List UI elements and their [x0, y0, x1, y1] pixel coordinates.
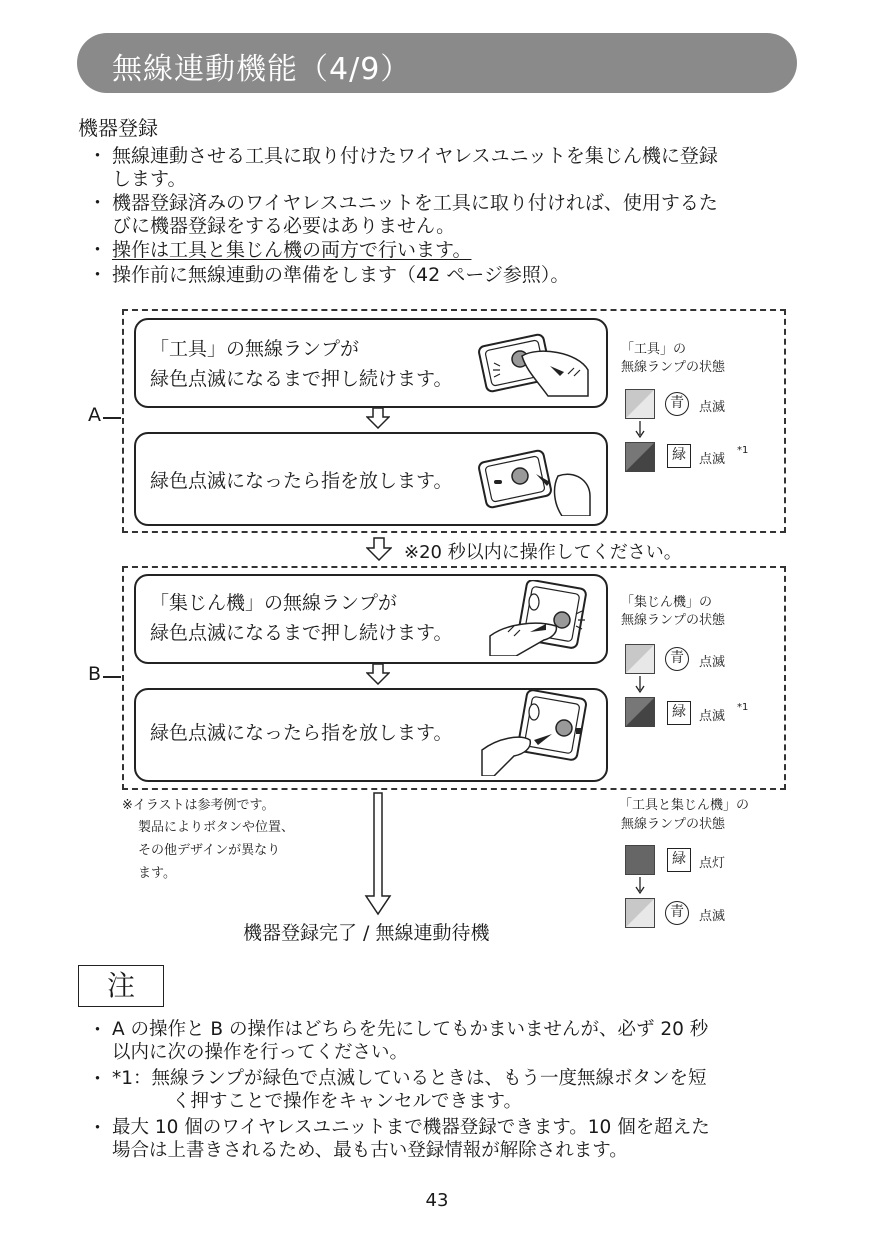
group-b-state-title-1: 「集じん機」の	[621, 595, 713, 610]
group-a-state1-text: 点滅	[699, 400, 726, 415]
section-heading: 機器登録	[78, 116, 158, 140]
bullet-mark: ・	[88, 1117, 108, 1139]
lamp-lit-green-icon	[625, 845, 655, 875]
small-down-arrow-icon	[634, 877, 646, 895]
illustration-note-line-1: ※イラストは参考例です。	[122, 798, 275, 813]
group-b-state2-badge: 緑	[667, 701, 691, 725]
group-b-state-title-2: 無線ランプの状態	[621, 613, 726, 628]
group-a-step2-text: 緑色点滅になったら指を放します。	[150, 470, 453, 492]
bullet-2-line-1: 機器登録済みのワイヤレスユニットを工具に取り付ければ、使用するた	[112, 192, 718, 214]
bullet-1-line-1: 無線連動させる工具に取り付けたワイヤレスユニットを集じん機に登録	[112, 145, 718, 167]
group-a-step1-line2: 緑色点滅になるまで押し続けます。	[150, 368, 453, 390]
bullet-2-line-2: びに機器登録をする必要はありません。	[112, 215, 456, 237]
final-state1-text: 点灯	[699, 856, 726, 871]
illustration-note-line-4: ます。	[138, 866, 176, 881]
completion-text: 機器登録完了 / 無線連動待機	[243, 922, 490, 944]
illustration-note-line-3: その他デザインが異なり	[138, 843, 281, 858]
note-1-line-1: A の操作と B の操作はどちらを先にしてもかまいませんが、必ず 20 秒	[112, 1019, 709, 1040]
bullet-1-line-2: します。	[112, 168, 187, 190]
down-arrow-icon	[366, 663, 390, 685]
down-arrow-icon	[366, 537, 392, 561]
group-b-state1-text: 点滅	[699, 655, 726, 670]
group-a-label-line	[103, 417, 121, 419]
bullet-mark: ・	[88, 145, 108, 167]
dust-extractor-button-release-illustration	[480, 690, 596, 776]
lamp-blinking-blue-icon	[625, 644, 655, 674]
group-b-state1-badge: 青	[665, 647, 689, 671]
small-down-arrow-icon	[634, 421, 646, 439]
between-instruction: ※20 秒以内に操作してください。	[404, 542, 682, 563]
group-b-label-line	[103, 676, 121, 678]
down-arrow-icon	[366, 407, 390, 429]
group-b-step2-text: 緑色点滅になったら指を放します。	[150, 722, 453, 744]
group-a-state2-badge: 緑	[667, 444, 691, 468]
group-a-state2-sup: *1	[737, 445, 749, 456]
group-b-step1-line1: 「集じん機」の無線ランプが	[150, 592, 398, 614]
small-down-arrow-icon	[634, 676, 646, 694]
group-b-state2-sup: *1	[737, 702, 749, 713]
lamp-blinking-blue-icon	[625, 898, 655, 928]
group-b-state2-text: 点滅	[699, 709, 726, 724]
final-state-title-1: 「工具と集じん機」の	[619, 798, 750, 813]
group-a-state-title-1: 「工具」の	[621, 342, 687, 357]
bullet-mark: ・	[88, 264, 108, 286]
lamp-blinking-blue-icon	[625, 389, 655, 419]
note-2-line-2: く押すことで操作をキャンセルできます。	[172, 1091, 523, 1112]
page-number: 43	[425, 1190, 449, 1211]
note-2-line-1: *1：無線ランプが緑色で点滅しているときは、もう一度無線ボタンを短	[112, 1068, 707, 1089]
final-state-title-2: 無線ランプの状態	[621, 817, 726, 832]
illustration-note-line-2: 製品によりボタンや位置、	[138, 820, 295, 835]
group-a-state-title-2: 無線ランプの状態	[621, 360, 726, 375]
note-1-line-2: 以内に次の操作を行ってください。	[112, 1042, 409, 1063]
bullet-mark: ・	[88, 239, 108, 261]
final-state2-text: 点滅	[699, 909, 726, 924]
group-a-state2-text: 点滅	[699, 452, 726, 467]
bullet-mark: ・	[88, 192, 108, 214]
bullet-mark: ・	[88, 1019, 108, 1041]
group-b-label: B	[88, 663, 102, 685]
note-3-line-1: 最大 10 個のワイヤレスユニットまで機器登録できます。10 個を超えた	[112, 1117, 710, 1138]
long-down-arrow-icon	[364, 792, 392, 916]
bullet-3-line-1: 操作は工具と集じん機の両方で行います。	[112, 239, 472, 261]
note-heading: 注	[78, 965, 164, 1007]
group-a-state1-badge: 青	[665, 392, 689, 416]
note-3-line-2: 場合は上書きされるため、最も古い登録情報が解除されます。	[112, 1140, 628, 1161]
tool-button-release-illustration	[478, 440, 592, 516]
group-a-step1-line1: 「工具」の無線ランプが	[150, 338, 360, 360]
lamp-blinking-green-icon	[625, 442, 655, 472]
bullet-4-line-1: 操作前に無線連動の準備をします（42 ページ参照）。	[112, 264, 570, 286]
page-title: 無線連動機能（4/9）	[112, 52, 412, 87]
final-state2-badge: 青	[665, 901, 689, 925]
final-state1-badge: 緑	[667, 848, 691, 872]
group-a-label: A	[88, 404, 101, 426]
tool-button-press-illustration	[478, 326, 592, 398]
bullet-mark: ・	[88, 1068, 108, 1090]
lamp-blinking-green-icon	[625, 697, 655, 727]
dust-extractor-button-press-illustration	[486, 580, 596, 656]
group-b-step1-line2: 緑色点滅になるまで押し続けます。	[150, 622, 453, 644]
